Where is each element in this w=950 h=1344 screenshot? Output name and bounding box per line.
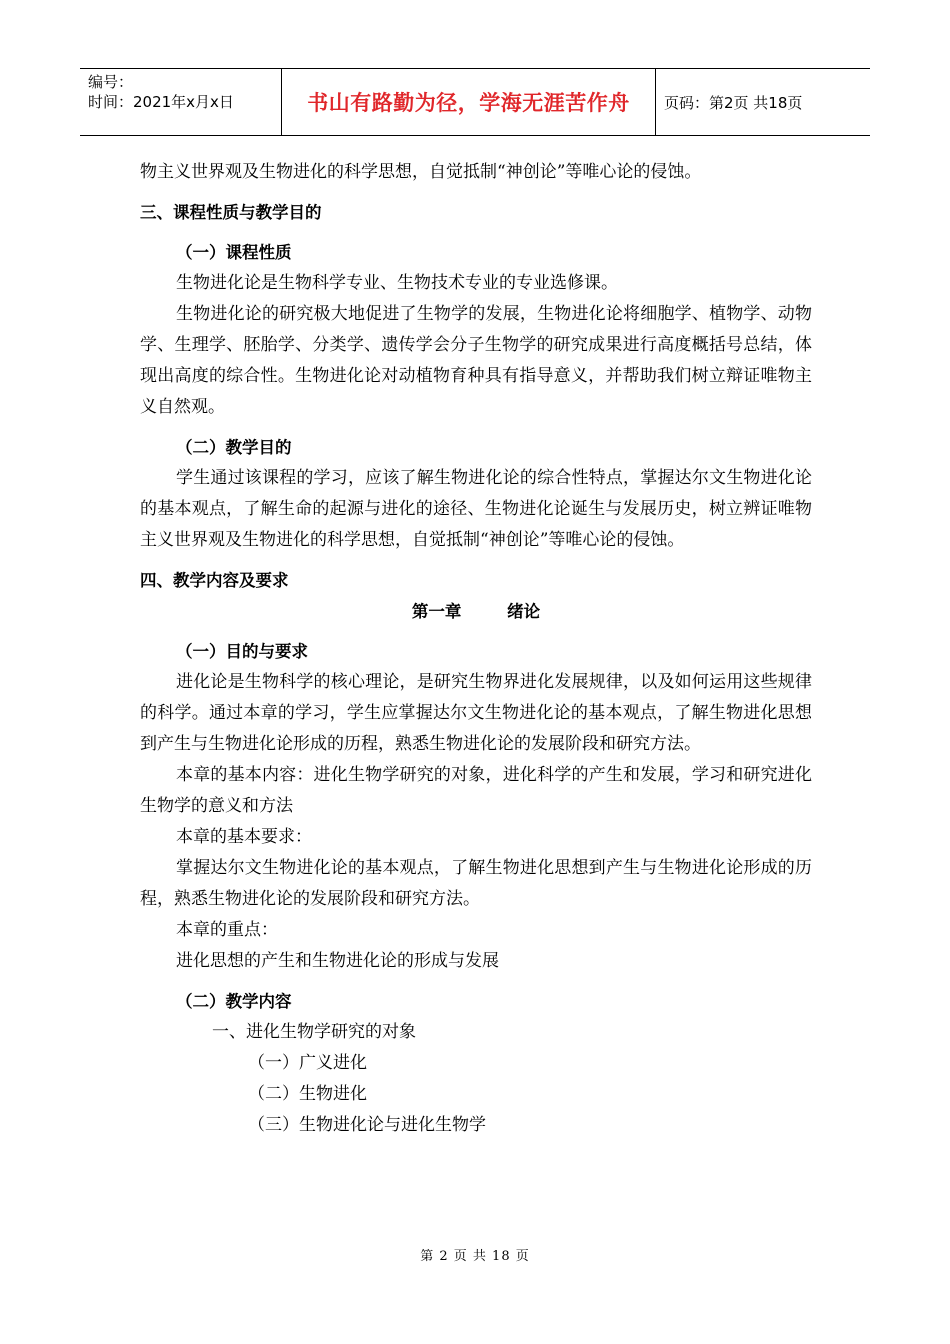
document-body xyxy=(140,157,812,1141)
header-motto: 书山有路勤为径，学海无涯苦作舟 xyxy=(307,91,630,115)
header-meta-cell xyxy=(80,69,282,135)
subsection-heading-teaching-goal: （二）教学目的 xyxy=(176,438,292,457)
section-heading-3: 三、课程性质与教学目的 xyxy=(140,203,322,222)
chapter-title: 第一章 绪论 xyxy=(411,602,541,621)
document-date: 时间：2021年x月x日 xyxy=(88,93,234,111)
paragraph: 本章的重点： xyxy=(176,920,278,940)
paragraph: 生物进化论是生物科学专业、生物技术专业的专业选修课。 xyxy=(176,273,618,293)
section-heading-4: 四、教学内容及要求 xyxy=(140,571,289,590)
list-item: （二）生物进化 xyxy=(248,1084,367,1104)
paragraph: 进化论是生物科学的核心理论，是研究生物界进化发展规律，以及如何运用这些规律的科学。通过本章的学习，学生应掌握达尔文生物进化论的基本观点，了解生物进化思想到产生与生物进化论形成的历程，熟悉生物进化论的发展阶段和研究方法。 xyxy=(140,672,812,754)
subsection-heading-goals: （一）目的与要求 xyxy=(176,642,308,661)
paragraph: 本章的基本要求： xyxy=(176,827,312,847)
header-page-info: 页码：第2页 共18页 xyxy=(664,93,803,112)
list-item: （一）广义进化 xyxy=(248,1053,367,1073)
paragraph-continuation: 物主义世界观及生物进化的科学思想，自觉抵制“神创论”等唯心论的侵蚀。 xyxy=(140,162,702,182)
paragraph: 掌握达尔文生物进化论的基本观点，了解生物进化思想到产生与生物进化论形成的历程，熟悉生物进化论的发展阶段和研究方法。 xyxy=(140,858,812,909)
paragraph: 生物进化论的研究极大地促进了生物学的发展，生物进化论将细胞学、植物学、动物学、生理学、胚胎学、分类学、遗传学会分子生物学的研究成果进行高度概括号总结，体现出高度的综合性。生物进化论对动植物育种具有指导意义，并帮助我们树立辩证唯物主义自然观。 xyxy=(140,304,812,417)
header-table xyxy=(80,68,870,136)
paragraph: 进化思想的产生和生物进化论的形成与发展 xyxy=(176,951,499,971)
list-item: 一、进化生物学研究的对象 xyxy=(212,1022,416,1042)
header-motto-cell xyxy=(282,69,656,135)
subsection-heading-course-nature: （一）课程性质 xyxy=(176,243,292,262)
paragraph: 学生通过该课程的学习，应该了解生物进化论的综合性特点，掌握达尔文生物进化论的基本观点，了解生命的起源与进化的途径、生物进化论诞生与发展历史，树立辨证唯物主义世界观及生物进化的科学思想，自觉抵制“神创论”等唯心论的侵蚀。 xyxy=(140,468,812,550)
document-number-label: 编号： xyxy=(88,73,134,91)
list-item: （三）生物进化论与进化生物学 xyxy=(248,1115,486,1135)
page-footer: 第 2 页 共 18 页 xyxy=(420,1249,530,1264)
paragraph: 本章的基本内容：进化生物学研究的对象，进化科学的产生和发展，学习和研究进化生物学的意义和方法 xyxy=(140,765,812,816)
subsection-heading-content: （二）教学内容 xyxy=(176,992,292,1011)
